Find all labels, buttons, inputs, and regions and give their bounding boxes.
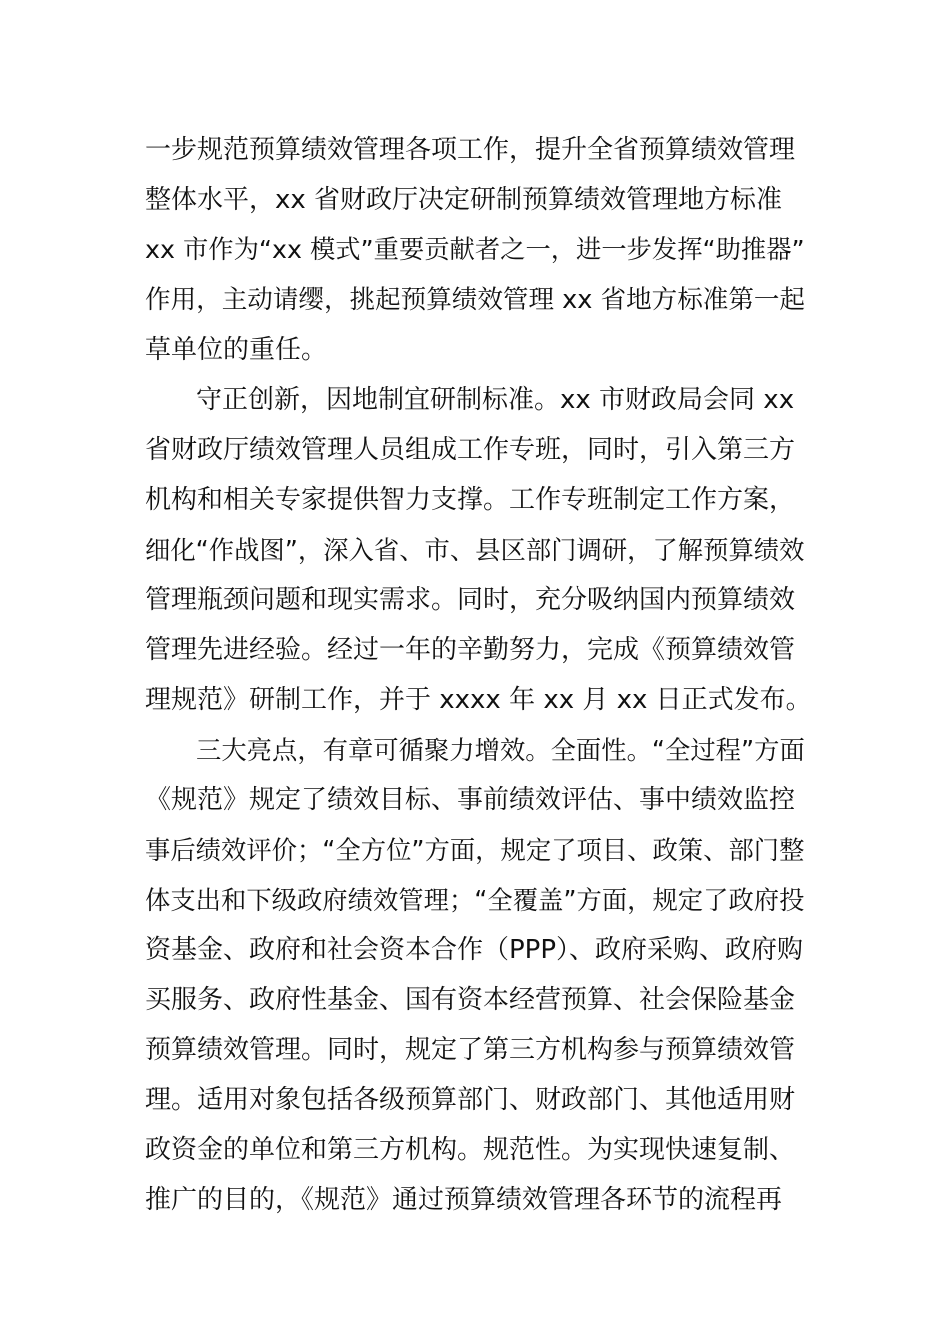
paragraph-first-line: 三大亮点，有章可循聚力增效。全面性。“全过程”方面 [196, 735, 805, 765]
text-line: 买服务、政府性基金、国有资本经营预算、社会保险基金 [145, 985, 796, 1015]
text-line: 《规范》规定了绩效目标、事前绩效评估、事中绩效监控 [145, 785, 796, 815]
text-line: 事后绩效评价；“全方位”方面，规定了项目、政策、部门整 [145, 835, 805, 865]
text-line: 推广的目的，《规范》通过预算绩效管理各环节的流程再 [145, 1185, 783, 1215]
text-line: 作用，主动请缨，挑起预算绩效管理 xx 省地方标准第一起 [145, 285, 806, 315]
text-line: 管理先进经验。经过一年的辛勤努力，完成《预算绩效管 [145, 635, 796, 665]
text-line: 预算绩效管理。同时，规定了第三方机构参与预算绩效管 [145, 1035, 796, 1065]
text-line: 理规范》研制工作，并于 xxxx 年 xx 月 xx 日正式发布。 [145, 685, 812, 715]
text-line: 机构和相关专家提供智力支撑。工作专班制定工作方案， [145, 485, 796, 515]
text-line: 省财政厅绩效管理人员组成工作专班，同时，引入第三方 [145, 435, 796, 465]
text-line: 体支出和下级政府绩效管理；“全覆盖”方面，规定了政府投 [145, 885, 805, 915]
text-line: 整体水平，xx 省财政厅决定研制预算绩效管理地方标准 [145, 185, 783, 215]
paragraph-first-line: 守正创新，因地制宜研制标准。xx 市财政局会同 xx [196, 385, 795, 415]
text-line: 细化“作战图”，深入省、市、县区部门调研，了解预算绩效 [145, 535, 805, 565]
text-line: 政资金的单位和第三方机构。规范性。为实现快速复制、 [145, 1135, 796, 1165]
text-line: 草单位的重任。 [145, 335, 328, 365]
text-line: xx 市作为“xx 模式”重要贡献者之一，进一步发挥“助推器” [145, 235, 805, 264]
text-line: 一步规范预算绩效管理各项工作，提升全省预算绩效管理 [145, 135, 796, 165]
text-line: 管理瓶颈问题和现实需求。同时，充分吸纳国内预算绩效 [145, 585, 796, 615]
text-line: 理。适用对象包括各级预算部门、财政部门、其他适用财 [145, 1085, 796, 1115]
text-line: 资基金、政府和社会资本合作（PPP）、政府采购、政府购 [145, 935, 804, 965]
